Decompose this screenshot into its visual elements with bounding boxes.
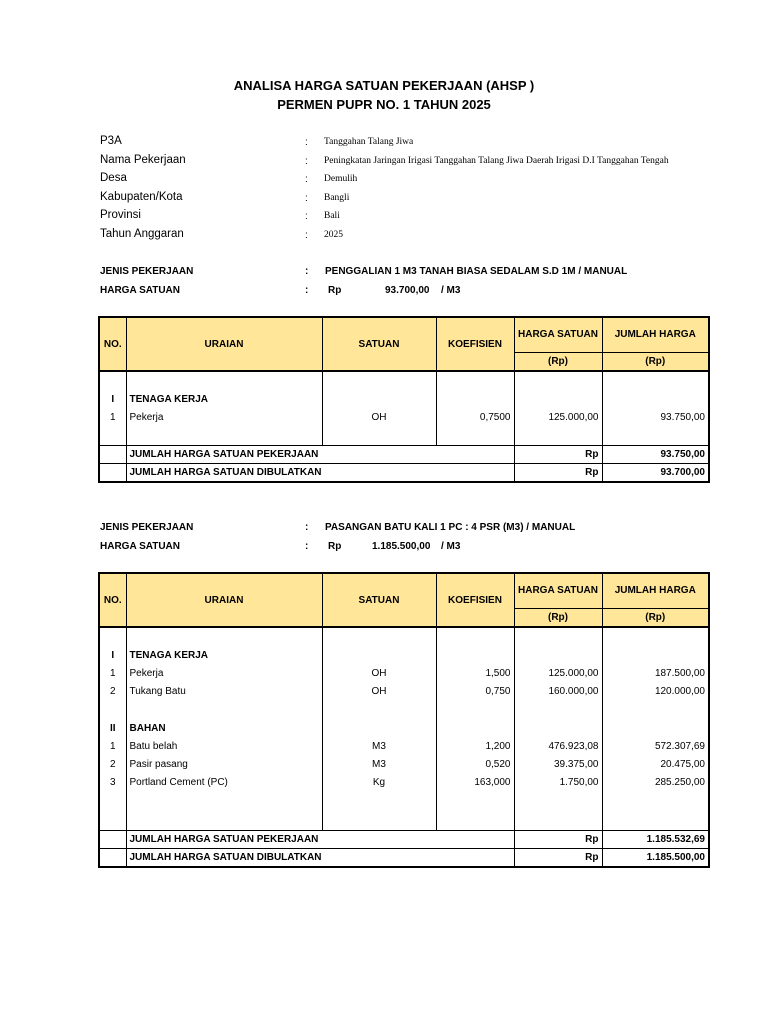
item-no: 1 bbox=[99, 664, 126, 682]
rounded-currency: Rp bbox=[514, 463, 602, 482]
item-no: 1 bbox=[99, 737, 126, 755]
item-satuan: M3 bbox=[322, 737, 436, 755]
work1-jenis-value: PENGGALIAN 1 M3 TANAH BIASA SEDALAM S.D 1M / MANUAL bbox=[325, 266, 628, 277]
document-title: ANALISA HARGA SATUAN PEKERJAAN (AHSP ) bbox=[233, 78, 535, 93]
item-koefisien: 0,520 bbox=[436, 755, 514, 773]
section-roman: I bbox=[99, 390, 126, 408]
header-harga-satuan: HARGA SATUAN bbox=[514, 317, 602, 352]
harga-currency: Rp bbox=[328, 541, 342, 552]
header-harga-rp: (Rp) bbox=[514, 608, 602, 627]
sum-row-jumlah bbox=[99, 445, 709, 463]
info-row-tahun-anggaran bbox=[100, 228, 740, 247]
item-harga: 125.000,00 bbox=[514, 664, 602, 682]
section-row bbox=[99, 390, 709, 408]
item-harga: 39.375,00 bbox=[514, 755, 602, 773]
work1-header bbox=[100, 266, 740, 304]
section-row bbox=[99, 646, 709, 664]
item-satuan: M3 bbox=[322, 755, 436, 773]
table-header-row bbox=[99, 317, 709, 352]
rounded-label: JUMLAH HARGA SATUAN DIBULATKAN bbox=[126, 849, 514, 868]
info-value: Peningkatan Jaringan Irigasi Tanggahan Talang Jiwa Daerah Irigasi D.I Tanggahan Tengah bbox=[324, 155, 669, 166]
item-koefisien: 1,500 bbox=[436, 664, 514, 682]
spacer-row bbox=[99, 427, 709, 446]
header-satuan: SATUAN bbox=[322, 573, 436, 627]
spacer-row bbox=[99, 627, 709, 646]
sum-currency: Rp bbox=[514, 831, 602, 849]
header-satuan: SATUAN bbox=[322, 317, 436, 371]
item-uraian: Portland Cement (PC) bbox=[126, 774, 322, 792]
sum-row-dibulatkan bbox=[99, 463, 709, 482]
info-value: Tanggahan Talang Jiwa bbox=[324, 137, 414, 147]
jenis-label: JENIS PEKERJAAN bbox=[100, 522, 194, 533]
header-koefisien: KOEFISIEN bbox=[436, 573, 514, 627]
section-roman: I bbox=[99, 646, 126, 664]
sum-label: JUMLAH HARGA SATUAN PEKERJAAN bbox=[126, 831, 514, 849]
section-row bbox=[99, 719, 709, 737]
item-jumlah: 120.000,00 bbox=[602, 683, 709, 701]
item-uraian: Pasir pasang bbox=[126, 755, 322, 773]
item-jumlah: 572.307,69 bbox=[602, 737, 709, 755]
work2-harga-amount: 1.185.500,00 bbox=[372, 541, 431, 552]
sum-value: 1.185.532,69 bbox=[602, 831, 709, 849]
work2-harga-row bbox=[100, 541, 740, 560]
header-no: NO. bbox=[99, 317, 126, 371]
header-jumlah-harga: JUMLAH HARGA bbox=[602, 317, 709, 352]
table-row bbox=[99, 683, 709, 701]
item-koefisien: 163,000 bbox=[436, 774, 514, 792]
header-no: NO. bbox=[99, 573, 126, 627]
work1-harga-amount: 93.700,00 bbox=[385, 285, 430, 296]
harga-label: HARGA SATUAN bbox=[100, 541, 180, 552]
item-no: 3 bbox=[99, 774, 126, 792]
item-uraian: Pekerja bbox=[126, 408, 322, 426]
rounded-value: 1.185.500,00 bbox=[602, 849, 709, 868]
project-info bbox=[100, 135, 740, 246]
document-subtitle: PERMEN PUPR NO. 1 TAHUN 2025 bbox=[277, 97, 491, 112]
spacer-row bbox=[99, 792, 709, 831]
section-name: BAHAN bbox=[126, 719, 322, 737]
item-no: 1 bbox=[99, 408, 126, 426]
info-value: Demulih bbox=[324, 174, 358, 184]
header-koefisien: KOEFISIEN bbox=[436, 317, 514, 371]
info-value: Bali bbox=[324, 211, 340, 221]
item-satuan: OH bbox=[322, 664, 436, 682]
sum-row-dibulatkan bbox=[99, 849, 709, 868]
item-satuan: OH bbox=[322, 683, 436, 701]
item-satuan: OH bbox=[322, 408, 436, 426]
item-uraian: Batu belah bbox=[126, 737, 322, 755]
spacer-row bbox=[99, 701, 709, 719]
header-jumlah-rp: (Rp) bbox=[602, 608, 709, 627]
item-harga: 476.923,08 bbox=[514, 737, 602, 755]
work2-harga-unit: / M3 bbox=[441, 541, 461, 552]
item-no: 2 bbox=[99, 755, 126, 773]
info-colon: : bbox=[305, 211, 308, 222]
item-no: 2 bbox=[99, 683, 126, 701]
table-row bbox=[99, 755, 709, 773]
info-value: Bangli bbox=[324, 192, 350, 203]
item-jumlah: 285.250,00 bbox=[602, 774, 709, 792]
table-row bbox=[99, 664, 709, 682]
item-koefisien: 0,750 bbox=[436, 683, 514, 701]
info-row-nama-pekerjaan bbox=[100, 154, 740, 173]
sum-label: JUMLAH HARGA SATUAN PEKERJAAN bbox=[126, 445, 514, 463]
work1-jenis-row bbox=[100, 266, 740, 285]
work2-table bbox=[98, 572, 710, 868]
item-jumlah: 20.475,00 bbox=[602, 755, 709, 773]
harga-currency: Rp bbox=[328, 285, 342, 296]
info-row-desa bbox=[100, 172, 740, 191]
item-jumlah: 187.500,00 bbox=[602, 664, 709, 682]
info-label: Desa bbox=[100, 172, 127, 184]
work2-jenis-row bbox=[100, 522, 740, 541]
table-row bbox=[99, 408, 709, 426]
header-uraian: URAIAN bbox=[126, 317, 322, 371]
item-harga: 125.000,00 bbox=[514, 408, 602, 426]
harga-colon: : bbox=[305, 285, 309, 296]
harga-colon: : bbox=[305, 541, 309, 552]
info-label: Tahun Anggaran bbox=[100, 227, 184, 240]
header-jumlah-rp: (Rp) bbox=[602, 352, 709, 371]
info-row-kabupaten bbox=[100, 191, 740, 210]
jenis-label: JENIS PEKERJAAN bbox=[100, 266, 194, 277]
table-header-row bbox=[99, 573, 709, 608]
spacer-row bbox=[99, 371, 709, 390]
info-value: 2025 bbox=[324, 229, 343, 240]
work1-harga-row bbox=[100, 285, 740, 304]
item-jumlah: 93.750,00 bbox=[602, 408, 709, 426]
work2-header bbox=[100, 522, 740, 560]
item-koefisien: 1,200 bbox=[436, 737, 514, 755]
item-koefisien: 0,7500 bbox=[436, 408, 514, 426]
table-row bbox=[99, 737, 709, 755]
header-jumlah-harga: JUMLAH HARGA bbox=[602, 573, 709, 608]
rounded-label: JUMLAH HARGA SATUAN DIBULATKAN bbox=[126, 463, 514, 482]
work1-table bbox=[98, 316, 710, 483]
item-satuan: Kg bbox=[322, 774, 436, 792]
jenis-colon: : bbox=[305, 266, 309, 277]
section-name: TENAGA KERJA bbox=[126, 646, 322, 664]
info-colon: : bbox=[305, 174, 308, 185]
section-roman: II bbox=[99, 719, 126, 737]
header-harga-satuan: HARGA SATUAN bbox=[514, 573, 602, 608]
rounded-currency: Rp bbox=[514, 849, 602, 868]
item-uraian: Pekerja bbox=[126, 664, 322, 682]
info-label: Kabupaten/Kota bbox=[100, 190, 183, 203]
info-label: Nama Pekerjaan bbox=[100, 153, 186, 166]
info-colon: : bbox=[305, 192, 308, 204]
work1-harga-unit: / M3 bbox=[441, 285, 461, 296]
work2-jenis-value: PASANGAN BATU KALI 1 PC : 4 PSR (M3) / MANUAL bbox=[325, 522, 576, 533]
sum-value: 93.750,00 bbox=[602, 445, 709, 463]
item-harga: 160.000,00 bbox=[514, 683, 602, 701]
sum-row-jumlah bbox=[99, 831, 709, 849]
rounded-value: 93.700,00 bbox=[602, 463, 709, 482]
harga-label: HARGA SATUAN bbox=[100, 285, 180, 296]
info-colon: : bbox=[305, 155, 308, 167]
info-label: P3A bbox=[100, 135, 122, 147]
item-harga: 1.750,00 bbox=[514, 774, 602, 792]
section-name: TENAGA KERJA bbox=[126, 390, 322, 408]
header-uraian: URAIAN bbox=[126, 573, 322, 627]
info-label: Provinsi bbox=[100, 209, 141, 221]
info-row-p3a bbox=[100, 135, 740, 154]
table-row bbox=[99, 774, 709, 792]
jenis-colon: : bbox=[305, 522, 309, 533]
info-colon: : bbox=[305, 229, 308, 241]
info-row-provinsi bbox=[100, 209, 740, 228]
info-colon: : bbox=[305, 137, 308, 148]
header-harga-rp: (Rp) bbox=[514, 352, 602, 371]
item-uraian: Tukang Batu bbox=[126, 683, 322, 701]
sum-currency: Rp bbox=[514, 445, 602, 463]
